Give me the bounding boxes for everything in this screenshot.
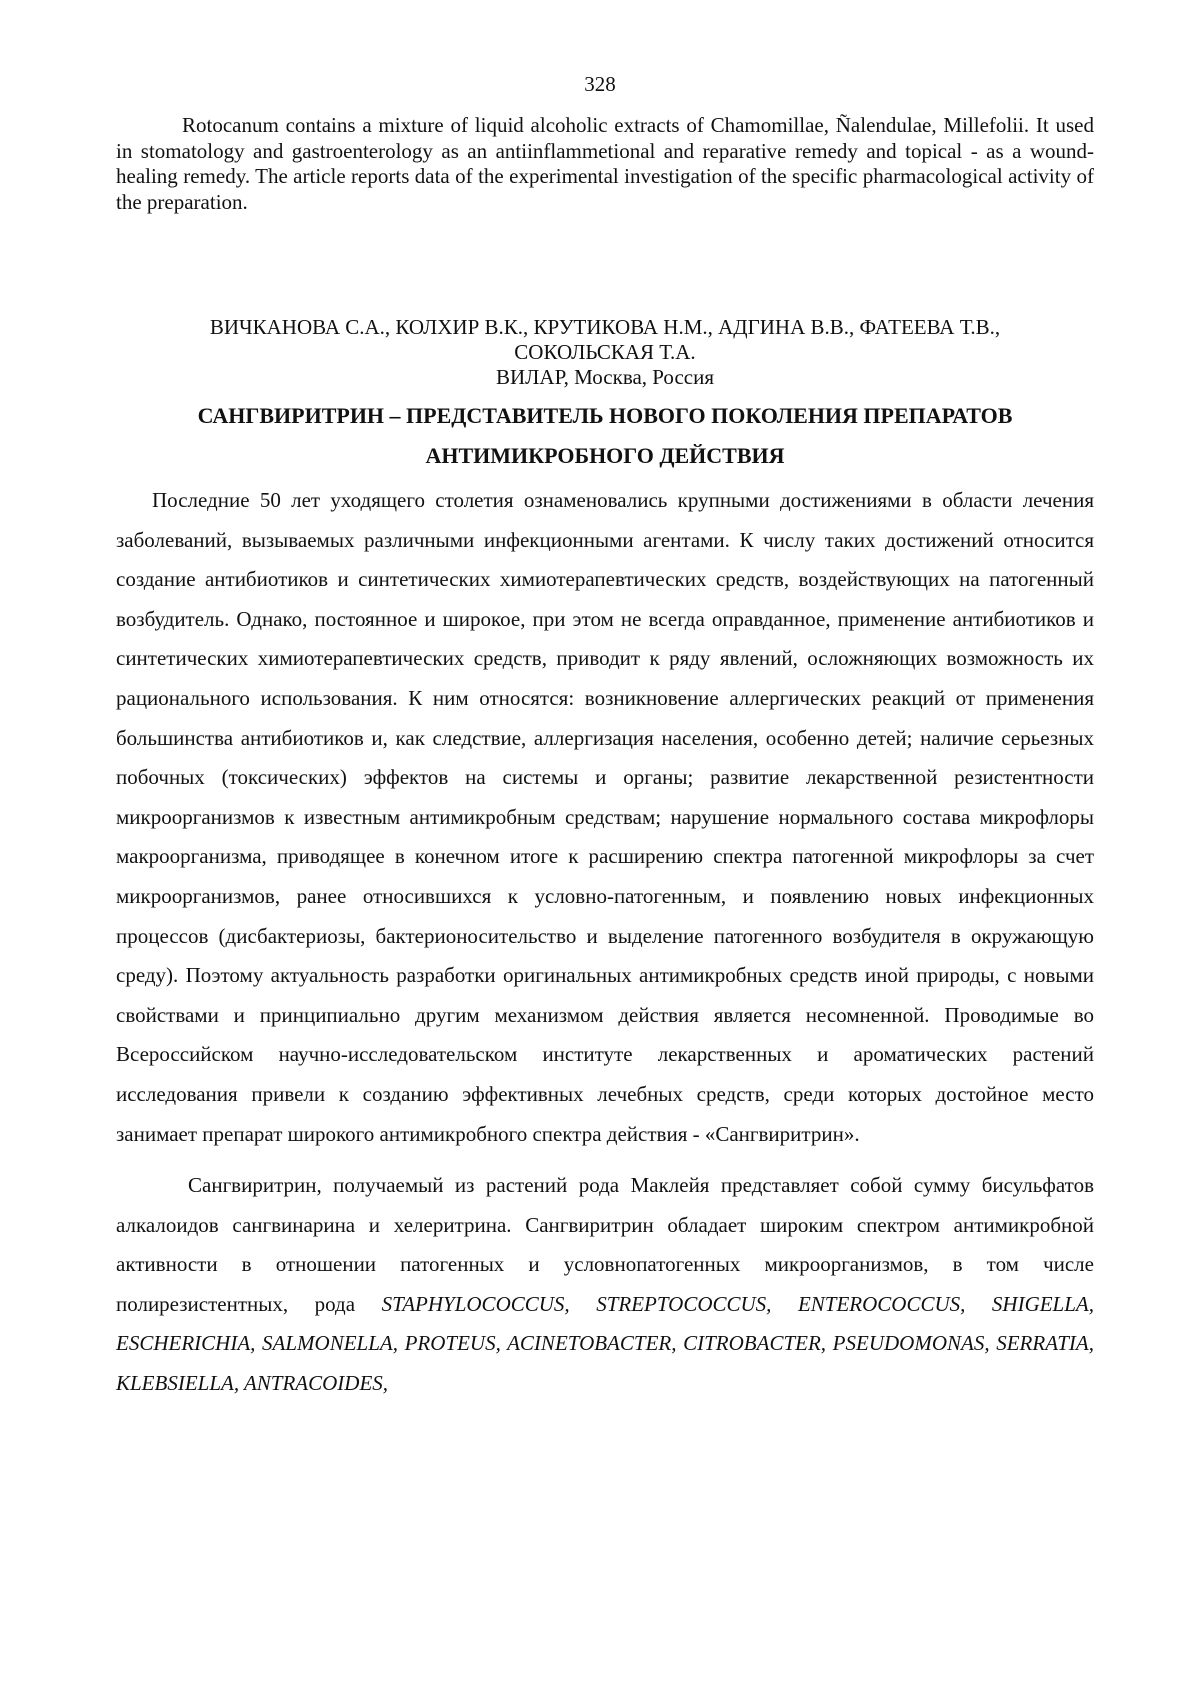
authors-line-1: ВИЧКАНОВА С.А., КОЛХИР В.К., КРУТИКОВА Н.М., АДГИНА В.В., ФАТЕЕВА Т.В., xyxy=(209,315,1001,339)
affiliation: ВИЛАР, Москва, Россия xyxy=(495,365,714,389)
article-body xyxy=(116,481,1094,1404)
english-abstract: Rotocanum contains a mixture of liquid alcoholic extracts of Chamomillae, Ñalendulae, Millefolii. It used in stomatology and gastroenterology as an antiinflammetional and reparative remedy and topical - as a wound-healing remedy. The article reports data of the experimental investigation of the specific pharmacological activity of the preparation. xyxy=(116,113,1094,214)
body-paragraph-2 xyxy=(116,1166,1094,1404)
article-header xyxy=(116,315,1094,390)
page-number: 328 xyxy=(584,72,616,96)
title-line-2: АНТИМИКРОБНОГО ДЕЙСТВИЯ xyxy=(425,443,785,468)
bacteria-genera-list: STAPHYLOCOCCUS, STREPTOCOCCUS, ENTEROCOCCUS, SHIGELLA, ESCHERICHIA, SALMONELLA, PROTEUS, ACINETOBACTER, CITROBACTER, PSEUDOMONAS, SERRATIA, KLEBSIELLA, ANTRACOIDES, xyxy=(116,1291,1094,1396)
article-title xyxy=(116,396,1094,476)
paragraph-2-text: Сангвиритрин, получаемый из растений рода Маклейя представляет собой сумму бисульфатов алкалоидов сангвинарина и хелеритрина. Сангвиритрин обладает широким спектром антимикробной активности в отношении патогенных и условнопатогенных микроорганизмов, в том числе полирезистентных, рода xyxy=(116,1173,1094,1316)
authors-line-2: СОКОЛЬСКАЯ Т.А. xyxy=(514,340,696,364)
title-line-1: САНГВИРИТРИН – ПРЕДСТАВИТЕЛЬ НОВОГО ПОКОЛЕНИЯ ПРЕПАРАТОВ xyxy=(197,403,1013,428)
body-paragraph-1: Последние 50 лет уходящего столетия ознаменовались крупными достижениями в области лечения заболеваний, вызываемых различными инфекционными агентами. К числу таких достижений относится создание антибиотиков и синтетических химиотерапевтических средств, воздействующих на патогенный возбудитель. Однако, постоянное и широкое, при этом не всегда оправданное, применение антибиотиков и синтетических химиотерапевтических средств, приводит к ряду явлений, осложняющих возможность их рационального использования. К ним относятся: возникновение аллергических реакций от применения большинства антибиотиков и, как следствие, аллергизация населения, особенно детей; наличие серьезных побочных (токсических) эффектов на системы и органы; развитие лекарственной резистентности микроорганизмов к известным антимикробным средствам; нарушение нормального состава микрофлоры макроорганизма, приводящее в конечном итоге к расширению спектра патогенной микрофлоры за счет микроорганизмов, ранее относившихся к условно-патогенным, и появлению новых инфекционных процессов (дисбактериозы, бактерионосительство и выделение патогенного возбудителя в окружающую среду). Поэтому актуальность разработки оригинальных антимикробных средств иной природы, с новыми свойствами и принципиально другим механизмом действия является несомненной. Проводимые во Всероссийском научно-исследовательском институте лекарственных и ароматических растений исследования привели к созданию эффективных лечебных средств, среди которых достойное место занимает препарат широкого антимикробного спектра действия - «Сангвиритрин». xyxy=(116,488,1094,1146)
